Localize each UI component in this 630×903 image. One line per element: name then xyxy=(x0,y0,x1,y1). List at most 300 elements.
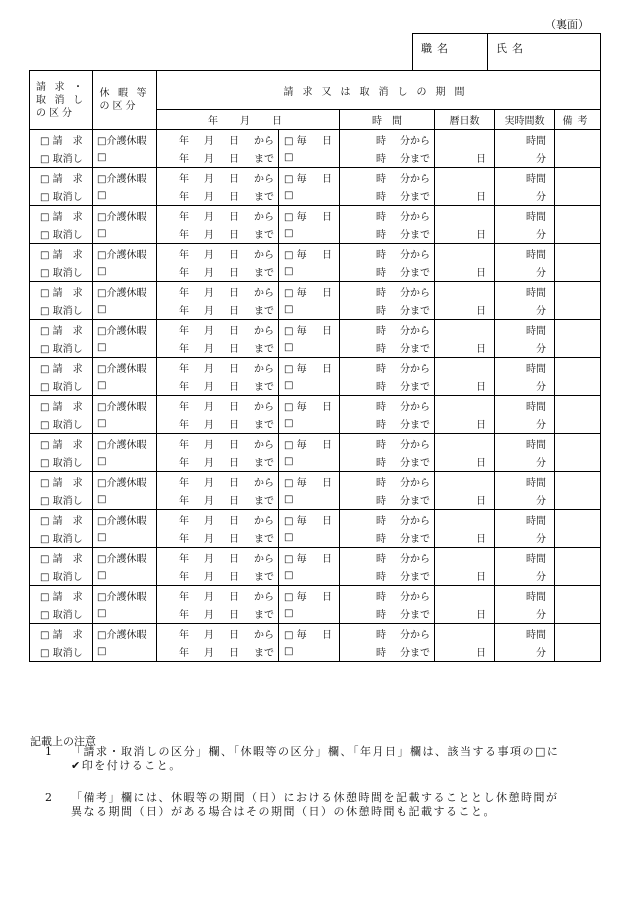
end-time-field[interactable] xyxy=(340,301,435,320)
end-date-field[interactable] xyxy=(157,491,279,510)
end-time-field[interactable] xyxy=(340,567,435,586)
hours-field[interactable] xyxy=(495,206,555,225)
day-checkbox[interactable] xyxy=(279,225,340,244)
end-date-field[interactable] xyxy=(157,377,279,396)
end-time-field[interactable] xyxy=(340,453,435,472)
other-leave-checkbox[interactable] xyxy=(93,301,157,320)
care-leave-checkbox[interactable] xyxy=(93,320,157,339)
end-date-field[interactable] xyxy=(157,529,279,548)
cell-content xyxy=(340,132,434,147)
cell-text: 時 xyxy=(376,648,386,660)
cell-text: 分まで xyxy=(400,192,430,204)
start-time-field[interactable] xyxy=(340,130,435,149)
cell-text: 分まで xyxy=(400,268,430,280)
start-time-field[interactable] xyxy=(340,434,435,453)
cancel-checkbox[interactable] xyxy=(30,225,93,244)
cell-text: 年 xyxy=(179,173,189,185)
care-leave-checkbox[interactable] xyxy=(93,396,157,415)
cancel-checkbox[interactable] xyxy=(30,491,93,510)
request-checkbox[interactable] xyxy=(30,130,93,149)
cell-text: 分まで xyxy=(400,420,430,432)
cancel-checkbox[interactable] xyxy=(30,263,93,282)
request-checkbox[interactable] xyxy=(30,396,93,415)
start-time-field[interactable] xyxy=(340,510,435,529)
start-time-field[interactable] xyxy=(340,244,435,263)
cell-content xyxy=(340,150,434,165)
cell-text: から xyxy=(254,401,274,413)
cell-text: 時 xyxy=(376,287,386,299)
cell-text: 日 xyxy=(229,553,239,565)
end-date-field[interactable] xyxy=(157,263,279,282)
remarks-field[interactable] xyxy=(555,396,601,434)
request-checkbox[interactable] xyxy=(30,586,93,605)
days-field[interactable] xyxy=(435,472,495,491)
start-date-field[interactable] xyxy=(157,244,279,263)
other-leave-checkbox[interactable] xyxy=(93,339,157,358)
cell-content xyxy=(157,208,278,223)
remarks-field[interactable] xyxy=(555,282,601,320)
cancel-checkbox[interactable] xyxy=(30,415,93,434)
days-unit xyxy=(435,339,495,358)
hours-field[interactable] xyxy=(495,320,555,339)
cell-text: 時 xyxy=(376,325,386,337)
cell-content xyxy=(284,436,332,451)
remarks-field[interactable] xyxy=(555,510,601,548)
header-time xyxy=(340,110,435,130)
cell-text: 分 xyxy=(536,382,546,394)
end-time-field[interactable] xyxy=(340,415,435,434)
cell-text: まで xyxy=(254,230,274,242)
day-checkbox[interactable] xyxy=(279,529,340,548)
cell-text: 分から xyxy=(400,553,430,565)
hours-field[interactable] xyxy=(495,624,555,643)
days-field[interactable] xyxy=(435,434,495,453)
cell-text: 時 xyxy=(376,477,386,489)
start-time-field[interactable] xyxy=(340,586,435,605)
request-checkbox[interactable] xyxy=(30,282,93,301)
end-date-field[interactable] xyxy=(157,605,279,624)
period-row-end xyxy=(30,491,601,510)
request-checkbox[interactable] xyxy=(30,168,93,187)
hours-field[interactable] xyxy=(495,396,555,415)
header-days xyxy=(435,110,495,130)
remarks-field[interactable] xyxy=(555,320,601,358)
cell-content xyxy=(157,188,278,203)
cell-text: 時 xyxy=(376,382,386,394)
cell-content xyxy=(340,208,434,223)
every-day-checkbox[interactable] xyxy=(279,320,340,339)
cell-text: まで xyxy=(254,382,274,394)
cell-text: 分から xyxy=(400,211,430,223)
cell-text: □ xyxy=(97,152,107,164)
every-day-checkbox[interactable] xyxy=(279,548,340,567)
cell-text: 時間 xyxy=(526,629,546,641)
cell-text: から xyxy=(254,325,274,337)
other-leave-checkbox[interactable] xyxy=(93,377,157,396)
hours-field[interactable] xyxy=(495,168,555,187)
day-checkbox[interactable] xyxy=(279,187,340,206)
cell-text: □ xyxy=(284,266,294,278)
end-date-field[interactable] xyxy=(157,415,279,434)
cell-text: 日 xyxy=(322,249,332,261)
day-checkbox[interactable] xyxy=(279,491,340,510)
cell-text: 分 xyxy=(536,192,546,204)
cell-content xyxy=(157,132,278,147)
hours-field[interactable] xyxy=(495,434,555,453)
cell-text: 日 xyxy=(476,648,486,660)
start-time-field[interactable] xyxy=(340,206,435,225)
start-date-field[interactable] xyxy=(157,396,279,415)
day-checkbox[interactable] xyxy=(279,567,340,586)
day-checkbox[interactable] xyxy=(279,339,340,358)
cell-text: まで xyxy=(254,344,274,356)
cancel-checkbox[interactable] xyxy=(30,377,93,396)
day-checkbox[interactable] xyxy=(279,643,340,662)
every-day-checkbox[interactable] xyxy=(279,282,340,301)
day-checkbox[interactable] xyxy=(279,453,340,472)
days-field[interactable] xyxy=(435,624,495,643)
cancel-checkbox[interactable] xyxy=(30,529,93,548)
hours-field[interactable] xyxy=(495,244,555,263)
care-leave-checkbox[interactable] xyxy=(93,206,157,225)
cell-text: 年 xyxy=(179,572,189,584)
cell-content xyxy=(157,226,278,241)
end-time-field[interactable] xyxy=(340,149,435,168)
care-leave-checkbox[interactable] xyxy=(93,282,157,301)
cell-text: 請求又は取消しの期間 xyxy=(283,86,474,98)
cell-text: 日 xyxy=(229,211,239,223)
cell-text: 月 xyxy=(204,230,214,242)
end-time-field[interactable] xyxy=(340,643,435,662)
request-checkbox[interactable] xyxy=(30,472,93,491)
cell-content xyxy=(340,226,434,241)
days-field[interactable] xyxy=(435,510,495,529)
every-day-checkbox[interactable] xyxy=(279,130,340,149)
hours-field[interactable] xyxy=(495,510,555,529)
cell-content xyxy=(340,644,434,659)
days-field[interactable] xyxy=(435,358,495,377)
cell-content xyxy=(157,246,278,261)
request-checkbox[interactable] xyxy=(30,244,93,263)
request-checkbox[interactable] xyxy=(30,434,93,453)
every-day-checkbox[interactable] xyxy=(279,434,340,453)
days-field[interactable] xyxy=(435,130,495,149)
every-day-checkbox[interactable] xyxy=(279,510,340,529)
cell-text: 日 xyxy=(229,591,239,603)
name-cell[interactable] xyxy=(488,34,528,71)
cell-text: □ 毎 xyxy=(284,287,307,299)
cell-text: 日 xyxy=(229,534,239,546)
request-checkbox[interactable] xyxy=(30,510,93,529)
days-field[interactable] xyxy=(435,548,495,567)
start-date-field[interactable] xyxy=(157,320,279,339)
start-time-field[interactable] xyxy=(340,396,435,415)
every-day-checkbox[interactable] xyxy=(279,624,340,643)
cell-text: □ 請 求 xyxy=(40,173,83,185)
hours-field[interactable] xyxy=(495,586,555,605)
header-period xyxy=(157,71,601,110)
day-checkbox[interactable] xyxy=(279,263,340,282)
cell-text: 日 xyxy=(322,629,332,641)
hours-field[interactable] xyxy=(495,472,555,491)
end-date-field[interactable] xyxy=(157,339,279,358)
cancel-checkbox[interactable] xyxy=(30,567,93,586)
period-row-end xyxy=(30,529,601,548)
job-title-cell[interactable] xyxy=(413,34,488,71)
cell-text: 年 xyxy=(179,629,189,641)
end-time-field[interactable] xyxy=(340,377,435,396)
page-side-label: （裏面） xyxy=(545,18,589,31)
care-leave-checkbox[interactable] xyxy=(93,472,157,491)
end-time-field[interactable] xyxy=(340,263,435,282)
request-checkbox[interactable] xyxy=(30,206,93,225)
cell-content xyxy=(157,474,278,489)
cancel-checkbox[interactable] xyxy=(30,149,93,168)
day-checkbox[interactable] xyxy=(279,415,340,434)
cell-text: 年 xyxy=(179,344,189,356)
start-time-field[interactable] xyxy=(340,168,435,187)
cell-content xyxy=(340,474,434,489)
end-time-field[interactable] xyxy=(340,339,435,358)
start-date-field[interactable] xyxy=(157,624,279,643)
other-leave-checkbox[interactable] xyxy=(93,605,157,624)
cell-text: □ 毎 xyxy=(284,477,307,489)
remarks-field[interactable] xyxy=(555,206,601,244)
remarks-field[interactable] xyxy=(555,434,601,472)
start-time-field[interactable] xyxy=(340,320,435,339)
minutes-unit xyxy=(495,339,555,358)
remarks-field[interactable] xyxy=(555,586,601,624)
start-date-field[interactable] xyxy=(157,548,279,567)
care-leave-checkbox[interactable] xyxy=(93,548,157,567)
request-checkbox[interactable] xyxy=(30,624,93,643)
leave-request-table xyxy=(29,70,601,662)
cell-text: □ 請 求 xyxy=(40,401,83,413)
other-leave-checkbox[interactable] xyxy=(93,149,157,168)
cell-text: 年 xyxy=(179,306,189,318)
end-time-field[interactable] xyxy=(340,605,435,624)
every-day-checkbox[interactable] xyxy=(279,168,340,187)
cell-text: まで xyxy=(254,154,274,166)
remarks-field[interactable] xyxy=(555,548,601,586)
cell-text: □ xyxy=(284,380,294,392)
cell-text: 月 xyxy=(204,249,214,261)
end-date-field[interactable] xyxy=(157,187,279,206)
cell-text: 時 xyxy=(376,211,386,223)
start-date-field[interactable] xyxy=(157,130,279,149)
cell-text: □ 毎 xyxy=(284,249,307,261)
end-time-field[interactable] xyxy=(340,225,435,244)
start-time-field[interactable] xyxy=(340,472,435,491)
care-leave-checkbox[interactable] xyxy=(93,168,157,187)
day-checkbox[interactable] xyxy=(279,605,340,624)
other-leave-checkbox[interactable] xyxy=(93,263,157,282)
every-day-checkbox[interactable] xyxy=(279,244,340,263)
cell-content xyxy=(157,454,278,469)
cell-text: 月 xyxy=(204,173,214,185)
cell-text: □ xyxy=(97,190,107,202)
every-day-checkbox[interactable] xyxy=(279,206,340,225)
minutes-unit xyxy=(495,225,555,244)
cancel-checkbox[interactable] xyxy=(30,605,93,624)
end-time-field[interactable] xyxy=(340,529,435,548)
care-leave-checkbox[interactable] xyxy=(93,434,157,453)
minutes-unit xyxy=(495,263,555,282)
cell-text: □ 毎 xyxy=(284,363,307,375)
cell-text: 時間 xyxy=(526,515,546,527)
cell-text: 月 xyxy=(204,420,214,432)
hours-field[interactable] xyxy=(495,282,555,301)
start-date-field[interactable] xyxy=(157,434,279,453)
cell-text: □ 取消し xyxy=(40,496,83,508)
cell-text: 時間 xyxy=(526,287,546,299)
start-time-field[interactable] xyxy=(340,282,435,301)
cell-text: 日 xyxy=(476,306,486,318)
remarks-field[interactable] xyxy=(555,472,601,510)
cell-text: □ xyxy=(284,152,294,164)
cell-text: 時 xyxy=(376,515,386,527)
cell-text: 日 xyxy=(322,553,332,565)
cell-text: 分から xyxy=(400,439,430,451)
cell-text: まで xyxy=(254,420,274,432)
care-leave-checkbox[interactable] xyxy=(93,586,157,605)
end-date-field[interactable] xyxy=(157,453,279,472)
minutes-unit xyxy=(495,377,555,396)
cell-text: □ xyxy=(97,532,107,544)
every-day-checkbox[interactable] xyxy=(279,396,340,415)
end-date-field[interactable] xyxy=(157,567,279,586)
remarks-field[interactable] xyxy=(555,130,601,168)
every-day-checkbox[interactable] xyxy=(279,358,340,377)
start-date-field[interactable] xyxy=(157,206,279,225)
cell-content xyxy=(340,512,434,527)
remarks-field[interactable] xyxy=(555,624,601,662)
cell-text: □介護休暇 xyxy=(97,401,147,413)
cell-text: □ xyxy=(284,304,294,316)
cell-text: □ 取消し xyxy=(40,382,83,394)
cell-text: 日 xyxy=(476,192,486,204)
request-checkbox[interactable] xyxy=(30,548,93,567)
care-leave-checkbox[interactable] xyxy=(93,244,157,263)
cell-content xyxy=(157,492,278,507)
cancel-checkbox[interactable] xyxy=(30,187,93,206)
end-time-field[interactable] xyxy=(340,491,435,510)
cancel-checkbox[interactable] xyxy=(30,301,93,320)
every-day-checkbox[interactable] xyxy=(279,472,340,491)
remarks-field[interactable] xyxy=(555,358,601,396)
start-date-field[interactable] xyxy=(157,586,279,605)
cell-text: 年 xyxy=(179,648,189,660)
start-date-field[interactable] xyxy=(157,168,279,187)
care-leave-checkbox[interactable] xyxy=(93,130,157,149)
other-leave-checkbox[interactable] xyxy=(93,453,157,472)
cell-text: から xyxy=(254,515,274,527)
days-field[interactable] xyxy=(435,396,495,415)
cell-content xyxy=(340,588,434,603)
cell-text: 時 xyxy=(376,572,386,584)
period-row-start xyxy=(30,282,601,301)
cell-text: 分から xyxy=(400,135,430,147)
cell-text: 分まで xyxy=(400,534,430,546)
period-row-end xyxy=(30,567,601,586)
other-leave-checkbox[interactable] xyxy=(93,415,157,434)
days-field[interactable] xyxy=(435,244,495,263)
cell-text: 時間 xyxy=(526,173,546,185)
care-leave-checkbox[interactable] xyxy=(93,510,157,529)
remarks-field[interactable] xyxy=(555,244,601,282)
cell-text: 年 xyxy=(179,610,189,622)
cell-text: 分まで xyxy=(400,496,430,508)
end-date-field[interactable] xyxy=(157,643,279,662)
cell-text: から xyxy=(254,173,274,185)
start-time-field[interactable] xyxy=(340,548,435,567)
days-field[interactable] xyxy=(435,320,495,339)
day-checkbox[interactable] xyxy=(279,377,340,396)
cell-text: 時間 xyxy=(526,553,546,565)
cell-text: 実時間数 xyxy=(504,116,545,127)
cell-text: 日 xyxy=(476,534,486,546)
cancel-checkbox[interactable] xyxy=(30,339,93,358)
period-row-start xyxy=(30,206,601,225)
day-checkbox[interactable] xyxy=(279,301,340,320)
hours-field[interactable] xyxy=(495,548,555,567)
cell-text: 分 xyxy=(536,420,546,432)
cell-content xyxy=(340,378,434,393)
other-leave-checkbox[interactable] xyxy=(93,491,157,510)
cancel-checkbox[interactable] xyxy=(30,453,93,472)
cell-text: 月 xyxy=(204,192,214,204)
cell-text: 日 xyxy=(229,401,239,413)
start-date-field[interactable] xyxy=(157,472,279,491)
end-date-field[interactable] xyxy=(157,301,279,320)
hours-field[interactable] xyxy=(495,130,555,149)
days-field[interactable] xyxy=(435,586,495,605)
cancel-checkbox[interactable] xyxy=(30,643,93,662)
days-field[interactable] xyxy=(435,168,495,187)
start-date-field[interactable] xyxy=(157,282,279,301)
end-date-field[interactable] xyxy=(157,149,279,168)
other-leave-checkbox[interactable] xyxy=(93,187,157,206)
every-day-checkbox[interactable] xyxy=(279,586,340,605)
care-leave-checkbox[interactable] xyxy=(93,358,157,377)
end-time-field[interactable] xyxy=(340,187,435,206)
other-leave-checkbox[interactable] xyxy=(93,225,157,244)
cell-text: □介護休暇 xyxy=(97,325,147,337)
request-checkbox[interactable] xyxy=(30,358,93,377)
hours-field[interactable] xyxy=(495,358,555,377)
other-leave-checkbox[interactable] xyxy=(93,529,157,548)
other-leave-checkbox[interactable] xyxy=(93,643,157,662)
day-checkbox[interactable] xyxy=(279,149,340,168)
cell-text: 月 xyxy=(204,154,214,166)
start-date-field[interactable] xyxy=(157,358,279,377)
days-field[interactable] xyxy=(435,282,495,301)
remarks-field[interactable] xyxy=(555,168,601,206)
request-checkbox[interactable] xyxy=(30,320,93,339)
period-row-start xyxy=(30,472,601,491)
start-time-field[interactable] xyxy=(340,624,435,643)
end-date-field[interactable] xyxy=(157,225,279,244)
cell-text: □ 取消し xyxy=(40,420,83,432)
care-leave-checkbox[interactable] xyxy=(93,624,157,643)
start-date-field[interactable] xyxy=(157,510,279,529)
cell-text: □介護休暇 xyxy=(97,515,147,527)
cell-text: 月 xyxy=(204,211,214,223)
start-time-field[interactable] xyxy=(340,358,435,377)
cell-text: 年 月 日 xyxy=(208,116,288,127)
other-leave-checkbox[interactable] xyxy=(93,567,157,586)
days-field[interactable] xyxy=(435,206,495,225)
